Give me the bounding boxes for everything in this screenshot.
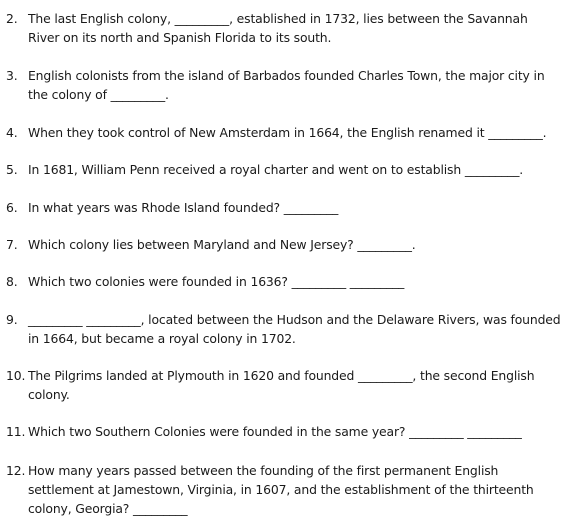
question-11 — [6, 422, 562, 441]
question-text: In what years was Rhode Island founded? _________ — [28, 200, 339, 215]
question-2 — [6, 9, 562, 47]
question-text: When they took control of New Amsterdam in 1664, the English renamed it _________. — [28, 125, 547, 140]
question-number: 4. — [6, 125, 18, 140]
question-4 — [6, 123, 562, 142]
question-number: 9. — [6, 312, 18, 327]
question-number: 5. — [6, 162, 18, 177]
question-number: 8. — [6, 274, 18, 289]
question-8 — [6, 272, 562, 291]
question-text: The last English colony, _________, established in 1732, lies between the Savannah River on its north and Spanish Florida to its south. — [28, 11, 528, 45]
question-number: 11. — [6, 424, 26, 439]
question-number: 6. — [6, 200, 18, 215]
question-text: Which two colonies were founded in 1636? _________ _________ — [28, 274, 405, 289]
question-3 — [6, 66, 562, 104]
question-number: 3. — [6, 68, 18, 83]
question-5 — [6, 160, 562, 179]
question-number: 2. — [6, 11, 18, 26]
question-number: 10. — [6, 368, 26, 383]
question-6 — [6, 198, 562, 217]
question-number: 7. — [6, 237, 18, 252]
question-text: Which two Southern Colonies were founded in the same year? _________ _________ — [28, 424, 522, 439]
question-text: _________ _________, located between the Hudson and the Delaware Rivers, was founded in 1664, but became a royal colony in 1702. — [28, 312, 561, 346]
question-7 — [6, 235, 562, 254]
question-9 — [6, 310, 562, 348]
question-12 — [6, 461, 562, 518]
question-10 — [6, 366, 562, 404]
question-text: How many years passed between the founding of the first permanent English settlement at Jamestown, Virginia, in 1607, and the establishment of the thirteenth colony, Georgia? _________ — [28, 463, 534, 516]
question-text: The Pilgrims landed at Plymouth in 1620 and founded _________, the second English colony. — [28, 368, 535, 402]
question-text: In 1681, William Penn received a royal charter and went on to establish _________. — [28, 162, 524, 177]
question-number: 12. — [6, 463, 26, 478]
question-text: Which colony lies between Maryland and New Jersey? _________. — [28, 237, 416, 252]
question-list — [6, 9, 562, 518]
question-text: English colonists from the island of Barbados founded Charles Town, the major city in the colony of _________. — [28, 68, 545, 102]
